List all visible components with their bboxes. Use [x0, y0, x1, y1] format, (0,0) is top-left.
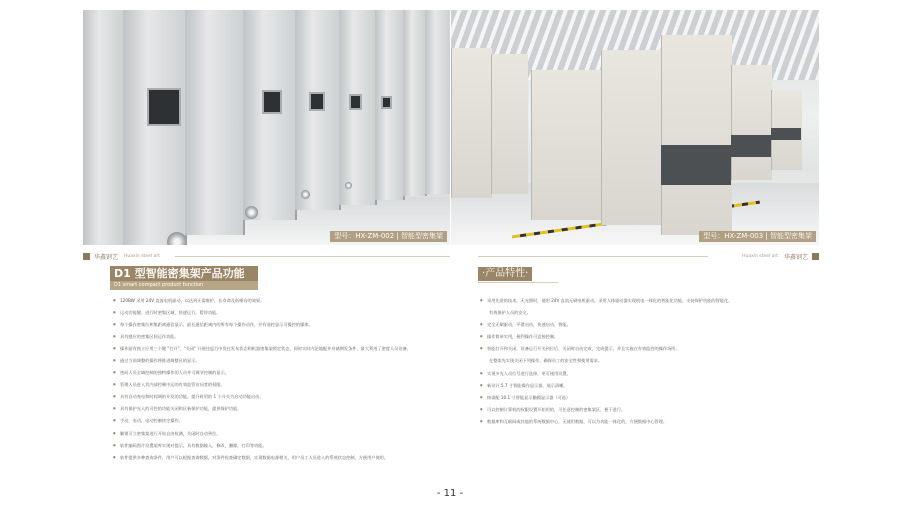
photo-strip	[83, 10, 819, 245]
section-subtitle-functions: D1 smart compact product function	[110, 281, 258, 290]
list-item: ● 操作面有独立应用三个键 "打开"、"关闭" 开展往返行中发往发布状态和机器密集架锁定状态，同时实时内论地配并对储期发条件，最大利用了密度人员设备。	[113, 346, 443, 351]
photo-caption-left: 型号：HX-ZM-002 | 智能型密集架	[330, 231, 447, 242]
brand-mark-icon	[812, 253, 819, 260]
page-number: - 11 -	[436, 488, 464, 499]
list-item: 在整架先实现关闭下列操作，确保员工的安全性和使用需求。	[489, 358, 603, 364]
list-item: ● 软件提供多种查询条件，用户可以根据查询数据，对条件检查确定数据，实现数据电源相关，用户员工人员进入的系统状态控制，方便用户使用。	[113, 455, 443, 460]
list-item: ● 具有保护光入的可控的功能关闭和区新保护功能，提供保护功能。	[113, 406, 443, 411]
brand-name-cn: 华鑫钢艺	[783, 254, 808, 261]
brand-name-en: Huaxin steel art	[742, 254, 778, 259]
list-item: ● 完全无刷驱动，平滑启动，快速启动，智能。	[480, 322, 810, 327]
brand-header-left	[83, 252, 162, 261]
list-item: ● 软件编码图片设置架库实现对提示，具有数据输入，修改，删除，打印等功能。	[113, 443, 443, 448]
section-title-underline	[478, 282, 558, 283]
list-item: ● 新设计 5.7 寸智能操作显示器，展示清晰。	[480, 383, 810, 388]
list-item: ● 通过当前调整的操作将推进调整区的显示。	[113, 358, 443, 363]
list-item: ● 实现多先人员位号进行选择，更可使用设置。	[480, 371, 810, 376]
list-item: ● 操作简单实用，便利操作可直接控制。	[480, 334, 810, 339]
section-title-features: ·产品特性·	[478, 267, 532, 281]
list-item: ● 可以控制计算机的权限设置开始用的，可任意控制的密集架区，便于进行。	[480, 407, 810, 412]
header-divider-left	[175, 256, 450, 257]
brand-mark-icon	[83, 253, 90, 260]
list-item: ● 120BW 采用 24V 直流电机驱动，以达到无需维护，长寿命及低噪音的效果。	[113, 298, 443, 303]
brand-header-right	[740, 252, 819, 261]
photo-compact-shelving-right	[451, 10, 819, 245]
list-item: ● 采用先进的技术，无光照时，使用 24V 直流无刷电机驱动，采用人体驱动器实现机电一体化的智能化功能，支持保护功能的智能化。	[480, 298, 810, 303]
list-item: 有效保护人员的安全。	[489, 310, 531, 316]
brand-name-en: Huaxin steel art	[124, 254, 160, 259]
list-item: ● 具有感应的密集区间运作功能。	[113, 334, 443, 339]
photo-caption-right: 型号：HX-ZM-003 | 智能型密集架	[699, 231, 816, 242]
list-item: ● 数据库和互联网或其他的系统数据中心，无使用数据，可以为功能一体化的，方便数据中心管理。	[480, 419, 810, 424]
list-item: ● 管理人员进入其内部控制中运的有效监管访问者的权限。	[113, 382, 443, 387]
list-item: ● 按需配 10.1 寸智能显示触摸显示器（可选）	[480, 395, 810, 400]
list-item: ● 解锁可立密集架进行开始自由检测，关闭时自动到位。	[113, 431, 443, 436]
brand-name-cn: 华鑫钢艺	[94, 254, 119, 261]
section-title-functions: D1 型智能密集架产品功能	[110, 266, 258, 281]
function-list	[113, 298, 443, 467]
list-item: ● 手动，电动，电动控制快定操作。	[113, 418, 443, 423]
header-divider-right	[478, 256, 708, 257]
list-item: ● 具有自动充电和时间调的开发的功能，提升时用的 1 个开关为启动功能启动。	[113, 394, 443, 399]
feature-list	[480, 298, 810, 431]
list-item: ● 每个操作密集位和集距离通信显示，最长通信距离内的所有每个操作动作，并有遥控显示可操控的媒体。	[113, 322, 443, 327]
list-item: ● 密码人员全域控制的独特操作的人员并可调节控制的显示。	[113, 370, 443, 375]
photo-compact-shelving-left	[83, 10, 450, 245]
list-item: ● 智能打开和关闭，设备运行开关到位后，关闭时自动完成，完成提示，并且实施在有效监控的操作场所。	[480, 346, 810, 351]
list-item: ● 运动功能键。进行时密集区域，快速运行，暂停功能。	[113, 310, 443, 315]
